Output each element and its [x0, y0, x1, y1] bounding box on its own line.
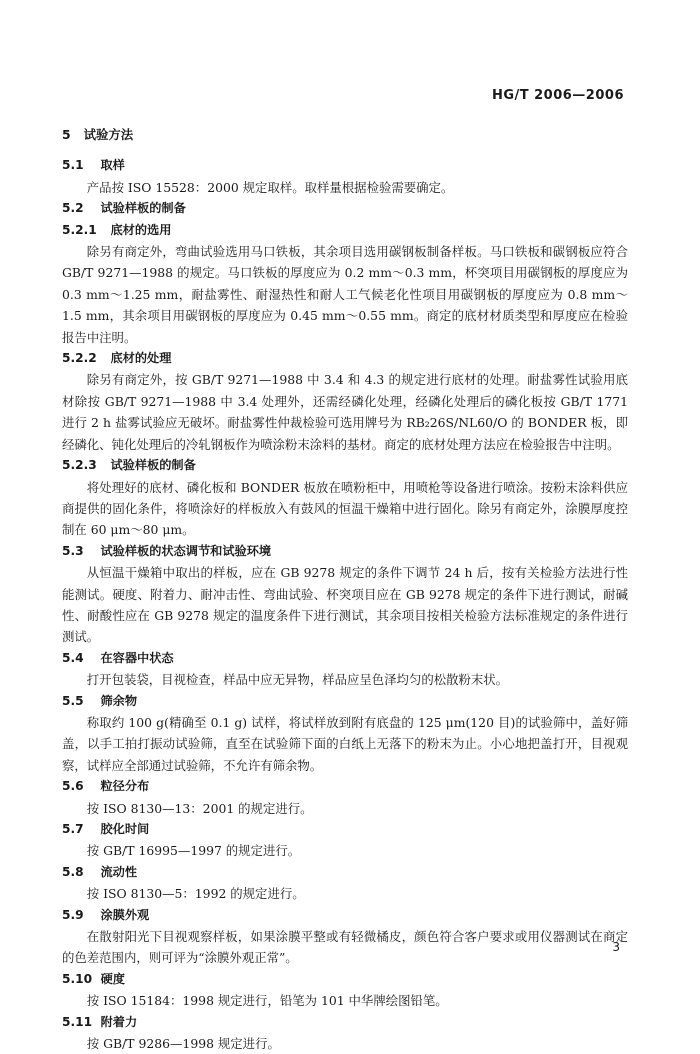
section-title: 在容器中状态	[100, 650, 174, 665]
section-heading	[62, 862, 628, 883]
section-heading	[62, 969, 628, 990]
section-number: 5.6	[62, 779, 84, 794]
section-number: 5.11	[62, 1014, 93, 1029]
section-paragraph: 按 ISO 8130—5：1992 的规定进行。	[86, 886, 305, 902]
section-number: 5.9	[62, 907, 84, 922]
section-heading	[62, 819, 628, 840]
standard-code: HG/T 2006—2006	[491, 88, 624, 103]
section-number: 5.2.3	[62, 458, 97, 473]
section-paragraph: 打开包装袋，目视检查，样品中应无异物，样品应呈色泽均匀的松散粉末状。	[86, 672, 509, 688]
section-number: 5.3	[62, 543, 84, 558]
section-heading	[62, 648, 628, 669]
section-number: 5.1	[62, 158, 84, 173]
section-heading	[62, 905, 628, 926]
section-number: 5.5	[62, 693, 84, 708]
section-paragraph: 除另有商定外，弯曲试验选用马口铁板，其余项目选用碳钢板制备样板。马口铁板和碳钢板应符合 GB/T 9271—1988 的规定。马口铁板的厚度应为 0.2 mm～0.3 mm，杯突项目用碳钢板的厚度应为 0.3 mm～1.25 mm，耐盐雾性、耐湿热性和耐人工气候老化性项目用碳钢板的厚度应为 0.8 mm～1.5 mm，其余项目用碳钢板的厚度应为 0.45 mm～0.55 mm。商定的底材材质类型和厚度应在检验报告中注明。	[62, 244, 628, 345]
section-title: 附着力	[100, 1014, 138, 1029]
section-heading	[62, 691, 628, 712]
section-title: 试验样板的制备	[100, 201, 186, 216]
section-title: 底材的处理	[110, 351, 172, 366]
section-paragraph: 按 GB/T 16995—1997 的规定进行。	[86, 843, 301, 859]
section-paragraph: 按 ISO 15184：1998 规定进行，铅笔为 101 中华牌绘图铅笔。	[86, 993, 448, 1009]
section-title: 硬度	[100, 971, 125, 986]
section-title: 取样	[100, 158, 125, 173]
section-heading	[62, 198, 628, 219]
section-title: 试验样板的制备	[110, 458, 196, 473]
section-number: 5.8	[62, 864, 84, 879]
document-body	[62, 124, 628, 1054]
section-heading	[62, 1012, 628, 1033]
chapter-title: 试验方法	[83, 127, 134, 142]
section-title: 筛余物	[100, 693, 138, 708]
section-paragraph: 在散射阳光下目视观察样板，如果涂膜平整或有轻微橘皮，颜色符合客户要求或用仪器测试在商定的色差范围内，则可评为“涂膜外观正常”。	[62, 929, 628, 966]
chapter-number: 5	[62, 127, 71, 142]
section-number: 5.10	[62, 971, 93, 986]
section-paragraph: 产品按 ISO 15528：2000 规定取样。取样量根据检验需要确定。	[86, 179, 454, 195]
section-heading	[62, 155, 628, 176]
section-number: 5.2	[62, 201, 84, 216]
section-paragraph: 将处理好的底材、磷化板和 BONDER 板放在喷粉柜中，用喷枪等设备进行喷涂。按粉末涂料供应商提供的固化条件，将喷涂好的样板放入有鼓风的恒温干燥箱中进行固化。除另有商定外，涂膜厚度控制在 60 μm～80 μm。	[62, 479, 628, 538]
section-heading	[62, 455, 628, 476]
section-title: 涂膜外观	[100, 907, 150, 922]
section-number: 5.2.1	[62, 222, 97, 237]
section-title: 底材的选用	[110, 222, 172, 237]
section-title: 胶化时间	[100, 822, 150, 836]
section-list	[62, 155, 628, 1054]
section-paragraph: 称取约 100 g(精确至 0.1 g) 试样，将试样放到附有底盘的 125 μm(120 目)的试验筛中，盖好筛盖，以手工拍打振动试验筛，直至在试验筛下面的白纸上无落下的粉末为止。小心地把盖打开，目视观察，试样应全部通过试验筛，不允许有筛余物。	[62, 714, 628, 773]
section-paragraph: 按 ISO 8130—13：2001 的规定进行。	[86, 800, 313, 816]
section-paragraph: 按 GB/T 9286—1998 规定进行。	[86, 1036, 280, 1052]
chapter-heading	[62, 124, 628, 145]
section-title: 粒径分布	[100, 779, 150, 794]
section-number: 5.7	[62, 822, 84, 836]
section-number: 5.4	[62, 650, 84, 665]
section-number: 5.2.2	[62, 351, 97, 366]
section-heading	[62, 220, 628, 241]
section-paragraph: 除另有商定外，按 GB/T 9271—1988 中 3.4 和 4.3 的规定进行底材的处理。耐盐雾性试验用底材除按 GB/T 9271—1988 中 3.4 处理外，还需经磷化处理，经磷化处理后的磷化板按 GB/T 1771 进行 2 h 盐雾试验应无破坏。耐盐雾性仲裁检验可选用牌号为 RB₂26S/NL60/O 的 BONDER 板，即经磷化、钝化处理后的冷轧钢板作为喷涂粉末涂料的基材。商定的底材处理方法应在检验报告中注明。	[62, 372, 628, 452]
section-paragraph: 从恒温干燥箱中取出的样板，应在 GB 9278 规定的条件下调节 24 h 后，按有关检验方法进行性能测试。硬度、附着力、耐冲击性、弯曲试验、杯突项目应在 GB 9278 规定的条件下进行测试，耐碱性、耐酸性应在 GB 9278 规定的温度条件下进行测试，其余项目按相关检验方法标准规定的条件进行测试。	[62, 565, 628, 645]
section-heading	[62, 776, 628, 797]
section-title: 试验样板的状态调节和试验环境	[100, 543, 272, 558]
section-heading	[62, 541, 628, 562]
section-title: 流动性	[100, 864, 138, 879]
page-number: 3	[612, 940, 620, 954]
section-heading	[62, 348, 628, 369]
